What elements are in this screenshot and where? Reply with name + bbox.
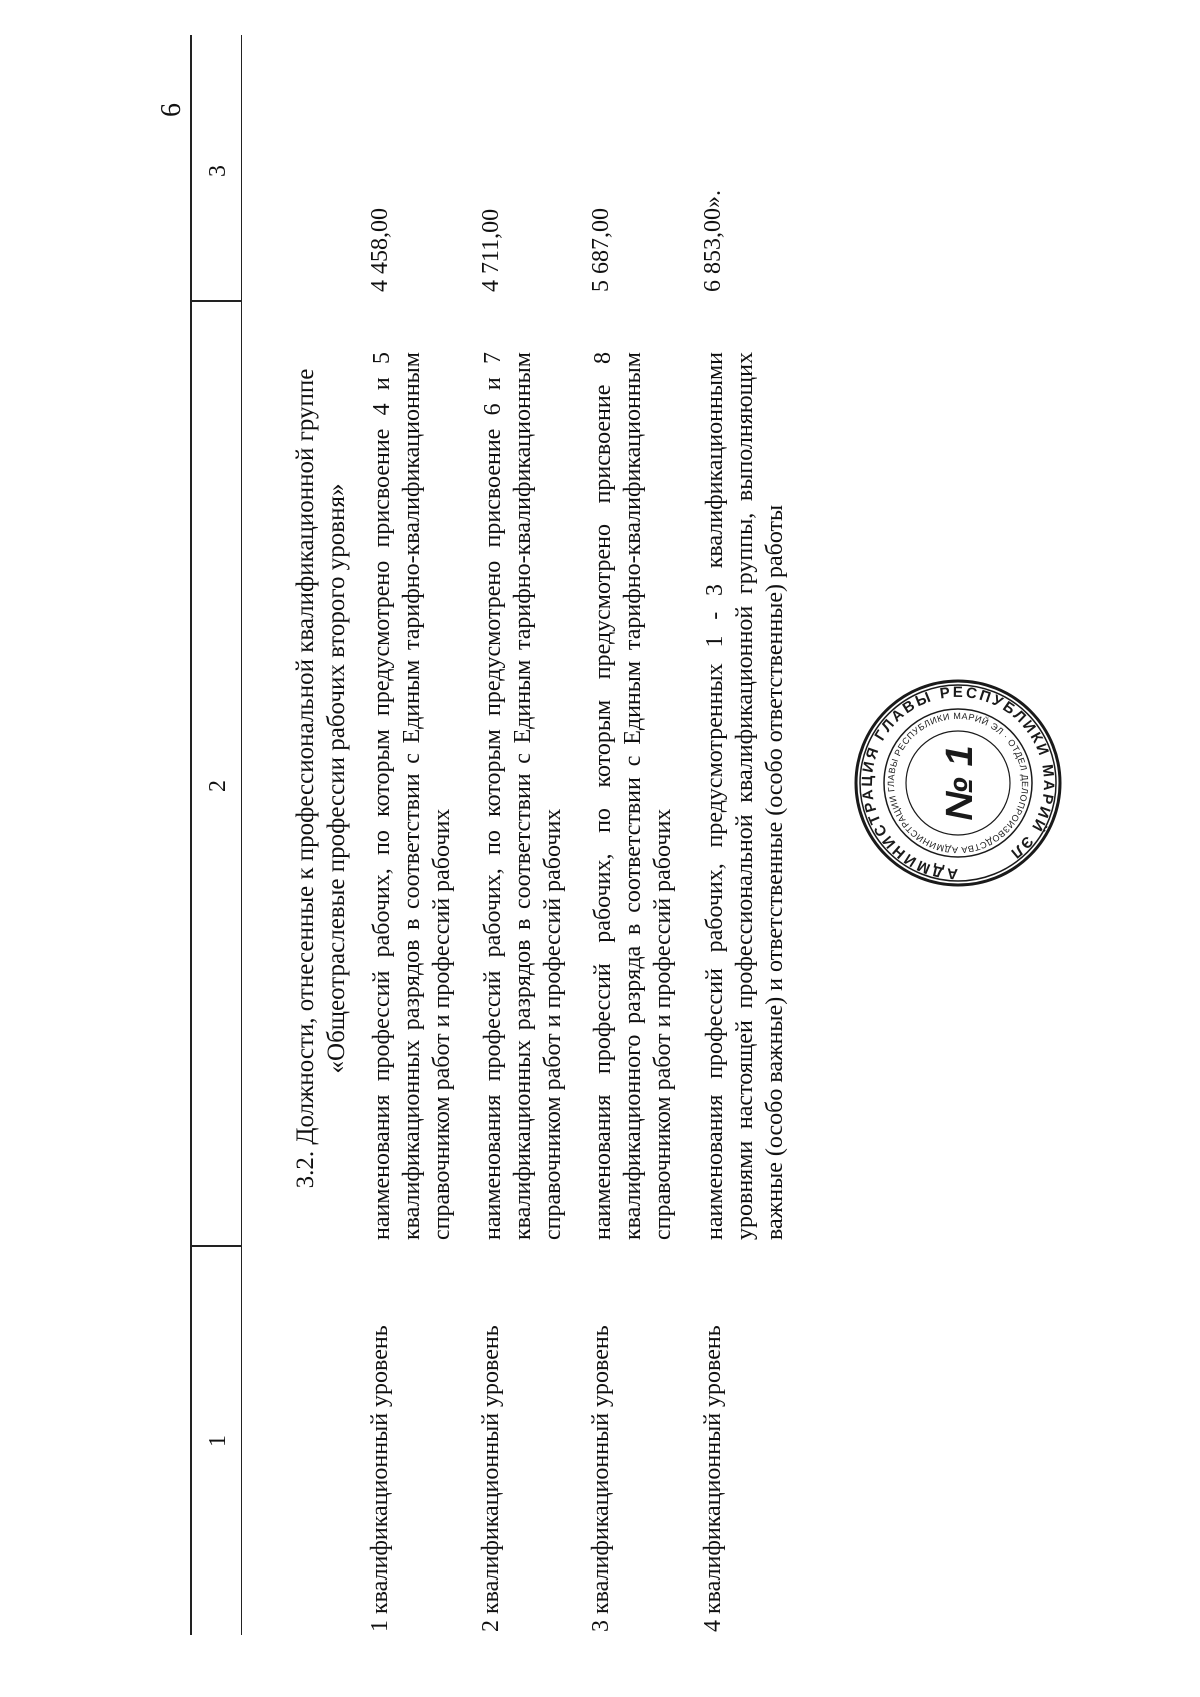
table-header-bottom-rule bbox=[241, 35, 242, 1635]
column-divider-1 bbox=[190, 1245, 242, 1247]
row-description: наименования профессий рабочих, по которым предусмотрено присвоение 4 и 5 квалификационных разрядов в соответствии с Единым тарифно-квалификационным справочником работ и профессий рабочих bbox=[369, 352, 455, 1240]
row-description: наименования профессий рабочих, предусмотренных 1 - 3 квалификационными уровнями настоящей профессиональной квалификационной группы, выполняющих важные (особо важные) и ответственные (особо ответственные) работы bbox=[702, 352, 788, 1240]
row-level-label: 1 квалификационный уровень bbox=[367, 1325, 393, 1632]
row-description: наименования профессий рабочих, по которым предусмотрено присвоение 6 и 7 квалификационных разрядов в соответствии с Единым тарифно-квалификационным справочником работ и профессий рабочих bbox=[480, 352, 566, 1240]
column-divider-2 bbox=[190, 300, 242, 302]
row-salary-value: 6 853,00». bbox=[700, 190, 726, 292]
seal-outer-text: АДМИНИСТРАЦИЯ ГЛАВЫ РЕСПУБЛИКИ МАРИЙ ЭЛ bbox=[858, 683, 1058, 883]
row-salary-value: 4 458,00 bbox=[367, 208, 393, 292]
section-title-line-1: 3.2. Должности, отнесенные к профессиональной квалификационной группе bbox=[292, 368, 319, 1189]
row-salary-value: 5 687,00 bbox=[588, 208, 614, 292]
column-number-1: 1 bbox=[205, 1435, 231, 1447]
column-number-3: 3 bbox=[205, 165, 231, 177]
row-description: наименования профессий рабочих, по которым предусмотрено присвоение 8 квалификационного разряда в соответствии с Единым тарифно-квалификационным справочником работ и профессий рабочих bbox=[590, 352, 676, 1240]
row-level-label: 4 квалификационный уровень bbox=[700, 1325, 726, 1632]
section-title-line-2: «Общеотраслевые профессии рабочих второго уровня» bbox=[323, 483, 350, 1074]
official-seal-stamp bbox=[852, 677, 1064, 889]
table-top-rule bbox=[190, 35, 192, 1635]
row-level-label: 3 квалификационный уровень bbox=[588, 1325, 614, 1632]
seal-number: № 1 bbox=[939, 745, 981, 821]
page-number: 6 bbox=[156, 103, 187, 117]
seal-inner-text: АДМИНИСТРАЦИИ ГЛАВЫ РЕСПУБЛИКИ МАРИЙ ЭЛ · ОТДЕЛ ДЕЛОПРОИЗВОДСТВА bbox=[885, 710, 1031, 856]
row-salary-value: 4 711,00 bbox=[478, 208, 504, 292]
row-level-label: 2 квалификационный уровень bbox=[478, 1325, 504, 1632]
column-number-2: 2 bbox=[205, 780, 231, 792]
